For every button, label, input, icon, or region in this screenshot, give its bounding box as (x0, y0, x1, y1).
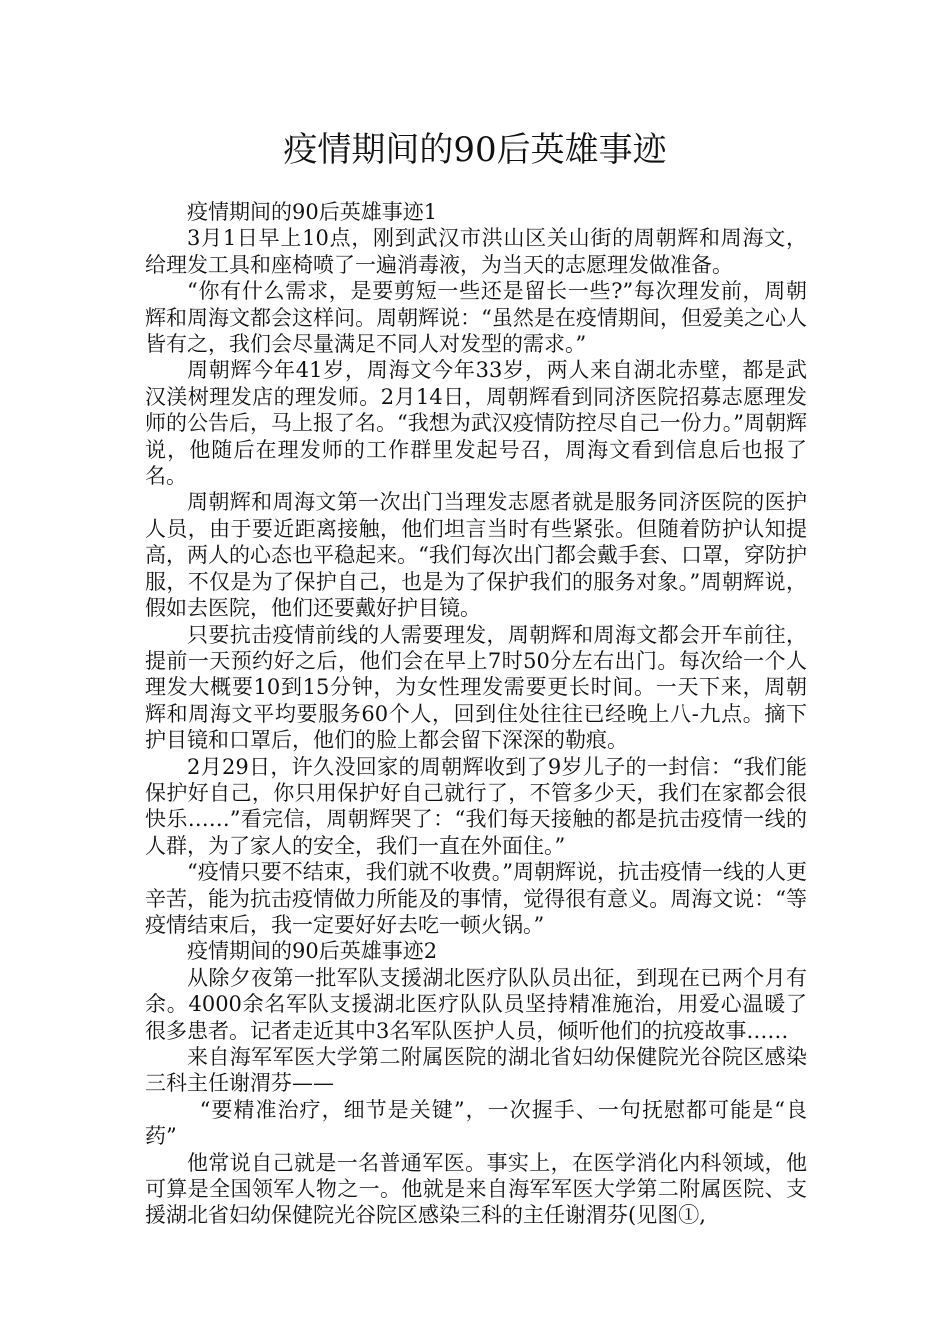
document-title: 疫情期间的90后英雄事迹 (283, 130, 667, 170)
paragraph: 他常说自己就是一名普通军医。事实上，在医学消化内科领域，他可算是全国领军人物之一。他就是来自海军军医大学第二附属医院、支援湖北省妇幼保健院光谷院区感染三科的主任谢渭芬(见图①, (145, 1150, 807, 1228)
paragraph: “你有什么需求，是要剪短一些还是留长一些?”每次理发前，周朝辉和周海文都会这样问。周朝辉说：“虽然是在疫情期间，但爱美之心人皆有之，我们会尽量满足不同人对发型的需求。” (145, 279, 807, 357)
section-heading-2: 疫情期间的90后英雄事迹2 (187, 939, 438, 964)
paragraph: 3月1日早上10点，刚到武汉市洪山区关山街的周朝辉和周海文，给理发工具和座椅喷了一遍消毒液，为当天的志愿理发做准备。 (145, 226, 807, 277)
paragraph-quote-heading: “要精准治疗，细节是关键”，一次握手、一句抚慰都可能是“良药” (145, 1097, 807, 1149)
paragraph: 2月29日，许久没回家的周朝辉收到了9岁儿子的一封信：“我们能保护好自己，你只用保护好自己就行了，不管多少天，我们在家都会很快乐……”看完信，周朝辉哭了：“我们每天接触的都是抗击疫情一线的人群，为了家人的安全，我们一直在外面住。” (145, 754, 807, 858)
section-heading-1: 疫情期间的90后英雄事迹1 (187, 200, 438, 224)
paragraph: 从除夕夜第一批军队支援湖北医疗队队员出征，到现在已两个月有余。4000余名军队支援湖北医疗队队员坚持精准施治，用爱心温暖了很多患者。记者走近其中3名军队医护人员，倾听他们的抗疫故事…… (145, 965, 807, 1043)
paragraph: 周朝辉和周海文第一次出门当理发志愿者就是服务同济医院的医护人员，由于要近距离接触，他们坦言当时有些紧张。但随着防护认知提高，两人的心态也平稳起来。“我们每次出门都会戴手套、口罩，穿防护服，不仅是为了保护自己，也是为了保护我们的服务对象。”周朝辉说，假如去医院，他们还要戴好护目镜。 (145, 490, 807, 621)
paragraph: 来自海军军医大学第二附属医院的湖北省妇幼保健院光谷院区感染三科主任谢渭芬—— (145, 1045, 807, 1096)
paragraph: 周朝辉今年41岁，周海文今年33岁，两人来自湖北赤壁，都是武汉渼树理发店的理发师。2月14日，周朝辉看到同济医院招募志愿理发师的公告后，马上报了名。“我想为武汉疫情防控尽自己一份力。”周朝辉说，他随后在理发师的工作群里发起号召，周海文看到信息后也报了名。 (145, 358, 807, 489)
paragraph: “疫情只要不结束，我们就不收费。”周朝辉说，抗击疫情一线的人更辛苦，能为抗击疫情做力所能及的事情，觉得很有意义。周海文说：“等疫情结束后，我一定要好好去吃一顿火锅。” (145, 860, 807, 937)
document-body (145, 199, 807, 1229)
paragraph: 只要抗击疫情前线的人需要理发，周朝辉和周海文都会开车前往，提前一天预约好之后，他们会在早上7时50分左右出门。每次给一个人理发大概要10到15分钟，为女性理发需要更长时间。一天下来，周朝辉和周海文平均要服务60个人，回到住处往往已经晚上八-九点。摘下护目镜和口罩后，他们的脸上都会留下深深的勒痕。 (145, 622, 807, 753)
